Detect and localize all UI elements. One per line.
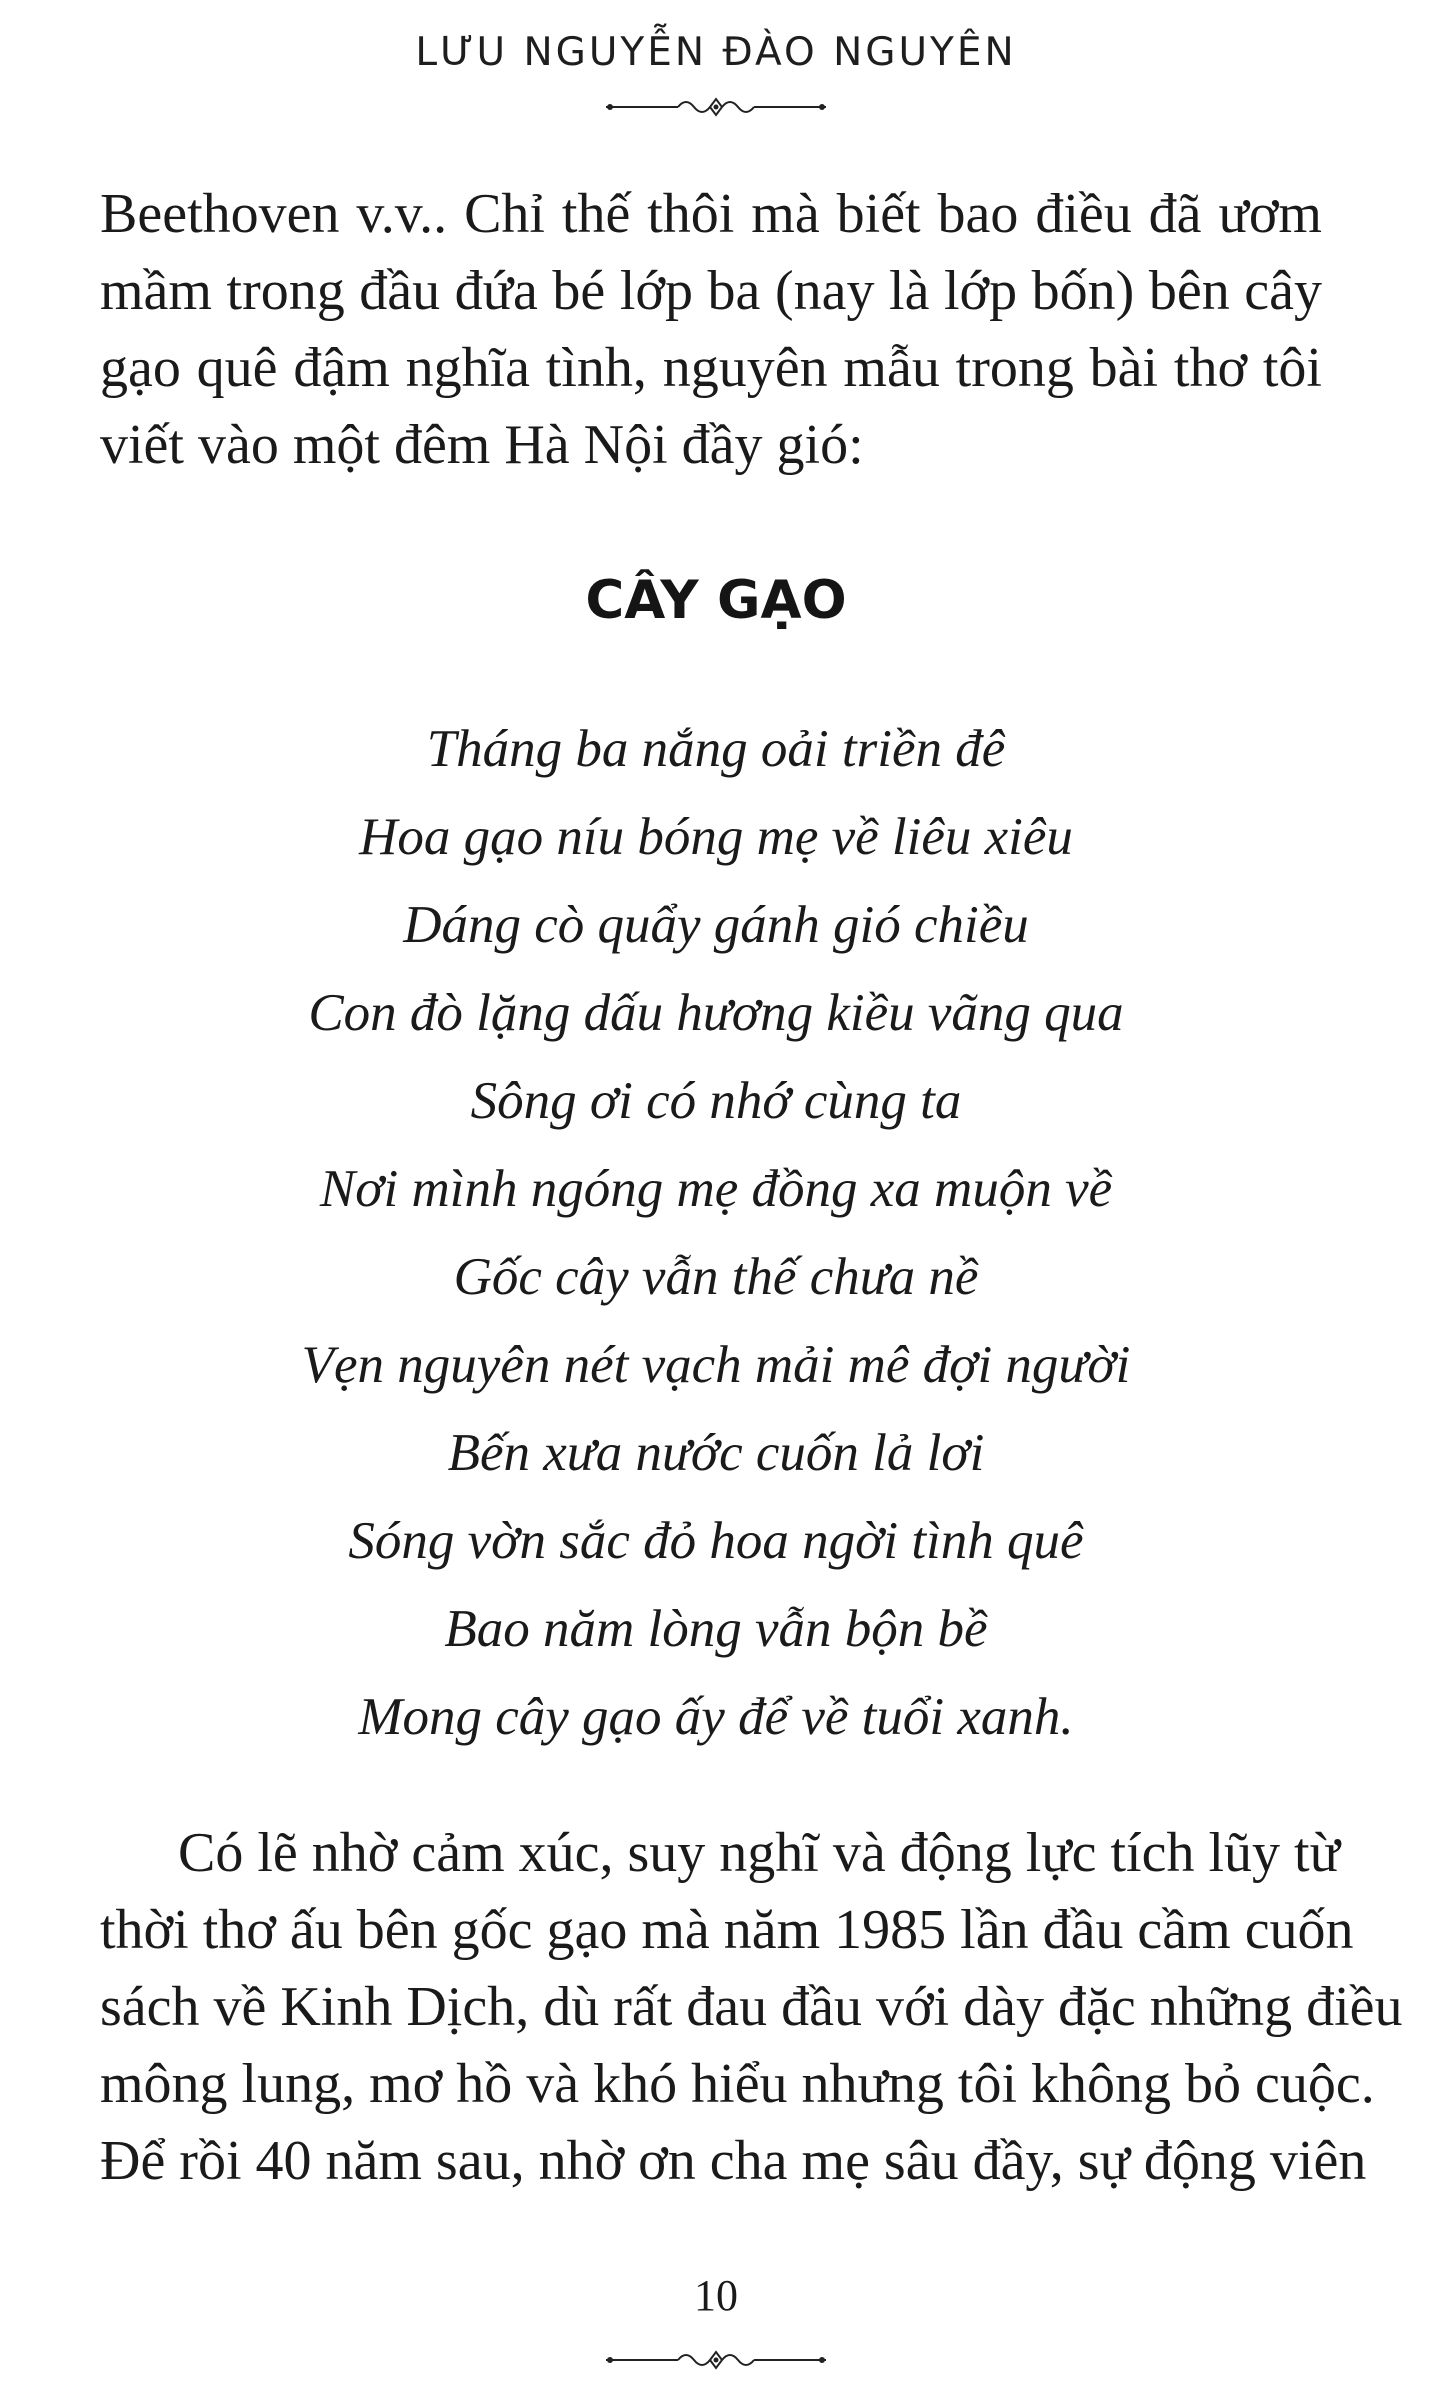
poem-line: Bến xưa nước cuốn lả lơi bbox=[447, 1424, 985, 1482]
poem-line: Bao năm lòng vẫn bộn bề bbox=[444, 1600, 988, 1658]
text-line: viết vào một đêm Hà Nội đầy gió: bbox=[100, 414, 864, 476]
text-line: sách về Kinh Dịch, dù rất đau đầu với dày đặc những điều bbox=[100, 1976, 1403, 2038]
poem-line: Vẹn nguyên nét vạch mải mê đợi người bbox=[301, 1336, 1131, 1394]
poem-title: CÂY GẠO bbox=[585, 570, 847, 631]
text-line: Beethoven v.v.. Chỉ thế thôi mà biết bao điều đã ươm bbox=[100, 183, 1322, 245]
poem-line: Sóng vờn sắc đỏ hoa ngời tình quê bbox=[348, 1512, 1084, 1570]
text-line: thời thơ ấu bên gốc gạo mà năm 1985 lần đầu cầm cuốn bbox=[100, 1899, 1354, 1961]
poem-line: Tháng ba nắng oải triền đê bbox=[426, 720, 1006, 778]
poem-line: Sông ơi có nhớ cùng ta bbox=[470, 1072, 962, 1130]
text-line: mầm trong đầu đứa bé lớp ba (nay là lớp bốn) bên cây bbox=[100, 260, 1322, 322]
body-paragraph-bottom bbox=[100, 1815, 1403, 2200]
poem-body bbox=[0, 705, 1432, 1761]
ornament-divider-top bbox=[606, 95, 826, 119]
text-line: Để rồi 40 năm sau, nhờ ơn cha mẹ sâu đầy, sự động viên bbox=[100, 2130, 1367, 2192]
page-number: 10 bbox=[694, 2271, 738, 2320]
poem-line: Dáng cò quẩy gánh gió chiều bbox=[403, 896, 1029, 954]
text-line: mông lung, mơ hồ và khó hiểu nhưng tôi không bỏ cuộc. bbox=[100, 2053, 1375, 2115]
poem-line: Gốc cây vẫn thế chưa nề bbox=[453, 1248, 979, 1306]
poem-line: Con đò lặng dấu hương kiều vãng qua bbox=[308, 984, 1124, 1042]
running-header: LƯU NGUYỄN ĐÀO NGUYÊN bbox=[415, 30, 1017, 75]
poem-line: Nơi mình ngóng mẹ đồng xa muộn về bbox=[319, 1160, 1113, 1218]
ornament-divider-bottom bbox=[606, 2348, 826, 2372]
text-line: Có lẽ nhờ cảm xúc, suy nghĩ và động lực tích lũy từ bbox=[178, 1822, 1340, 1884]
poem-line: Mong cây gạo ấy để về tuổi xanh. bbox=[358, 1688, 1074, 1746]
body-paragraph-top bbox=[100, 176, 1322, 484]
poem-line: Hoa gạo níu bóng mẹ về liêu xiêu bbox=[359, 808, 1073, 866]
text-line: gạo quê đậm nghĩa tình, nguyên mẫu trong bài thơ tôi bbox=[100, 337, 1322, 399]
